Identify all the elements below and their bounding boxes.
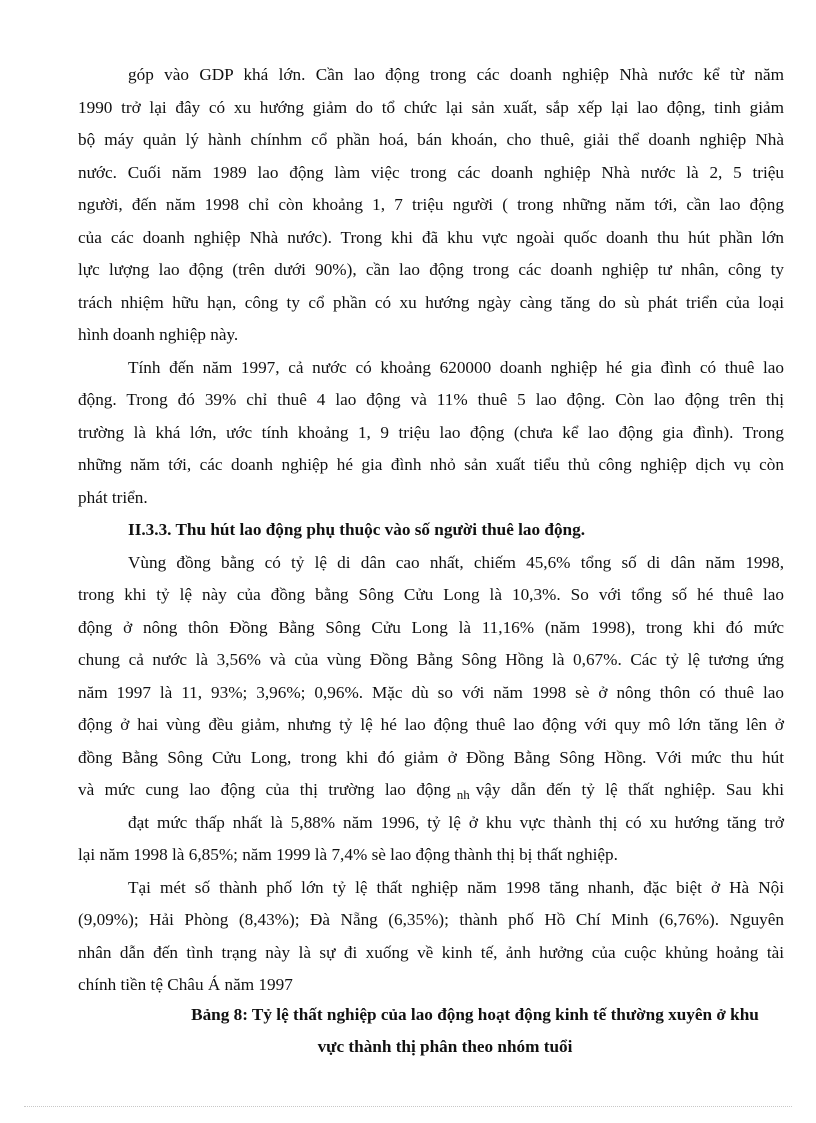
paragraph-3-line-10: lại năm 1998 là 6,85%; năm 1999 là 7,4% sè lao động thành thị bị thất nghiệp. — [78, 845, 618, 864]
paragraph-3-line-9: đạt mức thấp nhất là 5,88% năm 1996, tỷ lệ ở khu vực thành thị có xu hướng tăng trở — [128, 813, 784, 832]
paragraph-3-line-1: Vùng đồng bằng có tỷ lệ di dân cao nhất, chiếm 45,6% tổng số di dân năm 1998, — [128, 553, 784, 572]
paragraph-3-line-4: chung cả nước là 3,56% và của vùng Đồng Bằng Sông Hồng là 0,67%. Các tỷ lệ tương ứng — [78, 650, 784, 669]
paragraph-1-line-9: hình doanh nghiệp này. — [78, 325, 239, 344]
table-caption-line-2: vực thành thị phân theo nhóm tuổi — [317, 1037, 573, 1056]
paragraph-1-line-3: bộ máy quản lý hành chínhm cổ phần hoá, bán khoán, cho thuê, giải thể doanh nghiệp Nhà — [78, 130, 784, 149]
paragraph-4-line-4: chính tiền tệ Châu Á năm 1997 — [78, 975, 293, 994]
paragraph-1-line-6: của các doanh nghiệp Nhà nước). Trong khi đã khu vực ngoài quốc doanh thu hút phần lớn — [78, 228, 784, 247]
page-bottom-rule — [24, 1106, 792, 1107]
subscript-fragment: nh — [456, 787, 470, 802]
paragraph-3-line-3: động ở nông thôn Đồng Bằng Sông Cửu Long là 11,16% (năm 1998), trong khi đó mức — [78, 618, 784, 637]
paragraph-2-line-4: những năm tới, các doanh nghiệp hé gia đình nhỏ sản xuất tiểu thủ công nghiệp dịch vụ còn — [78, 455, 784, 474]
paragraph-3-line-8-part-a: và mức cung lao động của thị trường lao động — [78, 780, 451, 799]
paragraph-1-line-1: góp vào GDP khá lớn. Cần lao động trong các doanh nghiệp Nhà nước kể từ năm — [128, 65, 784, 84]
table-caption-line-1: Bảng 8: Tỷ lệ thất nghiệp của lao động hoạt động kinh tế thường xuyên ở khu — [191, 1005, 759, 1024]
paragraph-2-line-2: động. Trong đó 39% chỉ thuê 4 lao động và 11% thuê 5 lao động. Còn lao động trên thị — [78, 390, 784, 409]
paragraph-2-line-5: phát triển. — [78, 488, 148, 507]
paragraph-3-line-2: trong khi tỷ lệ này của đồng bằng Sông Cửu Long là 10,3%. So với tổng số hé thuê lao — [78, 585, 784, 604]
paragraph-3-line-8-part-b: vậy dẫn đến tỷ lệ thất nghiệp. Sau khi — [475, 780, 784, 799]
section-heading: II.3.3. Thu hút lao động phụ thuộc vào số người thuê lao động. — [128, 520, 585, 539]
paragraph-3-line-5: năm 1997 là 11, 93%; 3,96%; 0,96%. Mặc dù so với năm 1998 sè ở nông thôn có thuê lao — [78, 683, 784, 702]
paragraph-1-line-2: 1990 trở lại đây có xu hướng giảm do tổ chức lại sản xuất, sắp xếp lại lao động, tinh giảm — [78, 98, 784, 117]
paragraph-3-line-6: động ở hai vùng đều giảm, nhưng tỷ lệ hé lao động thuê lao động với quy mô lớn tăng lên ở — [78, 715, 784, 734]
paragraph-3-line-7: đồng Bằng Sông Cửu Long, trong khi đó giảm ở Đồng Bằng Sông Hồng. Với mức thu hút — [78, 748, 784, 767]
paragraph-1-line-4: nước. Cuối năm 1989 lao động làm việc trong các doanh nghiệp Nhà nước là 2, 5 triệu — [78, 163, 784, 182]
paragraph-1-line-8: trách nhiệm hữu hạn, công ty cổ phần có xu hướng ngày càng tăng do sù phát triển của loại — [78, 293, 784, 312]
paragraph-1-line-5: người, đến năm 1998 chỉ còn khoảng 1, 7 triệu người ( trong những năm tới, cần lao động — [78, 195, 784, 214]
paragraph-1-line-7: lực lượng lao động (trên dưới 90%), cần lao động trong các doanh nghiệp tư nhân, công ty — [78, 260, 784, 279]
paragraph-3-line-8 — [78, 779, 784, 802]
paragraph-4-line-3: nhân dẫn đến tình trạng này là sự đi xuống về kinh tế, ảnh hưởng của cuộc khủng hoảng tài — [78, 943, 784, 962]
paragraph-2-line-3: trường là khá lớn, ước tính khoảng 1, 9 triệu lao động (chưa kể lao động gia đình). Trong — [78, 423, 784, 442]
paragraph-2-line-1: Tính đến năm 1997, cả nước có khoảng 620000 doanh nghiệp hé gia đình có thuê lao — [128, 358, 784, 377]
paragraph-4-line-2: (9,09%); Hải Phòng (8,43%); Đà Nẵng (6,35%); thành phố Hồ Chí Minh (6,76%). Nguyên — [78, 910, 784, 929]
paragraph-4-line-1: Tại mét số thành phố lớn tỷ lệ thất nghiệp năm 1998 tăng nhanh, đặc biệt ở Hà Nội — [128, 878, 784, 897]
